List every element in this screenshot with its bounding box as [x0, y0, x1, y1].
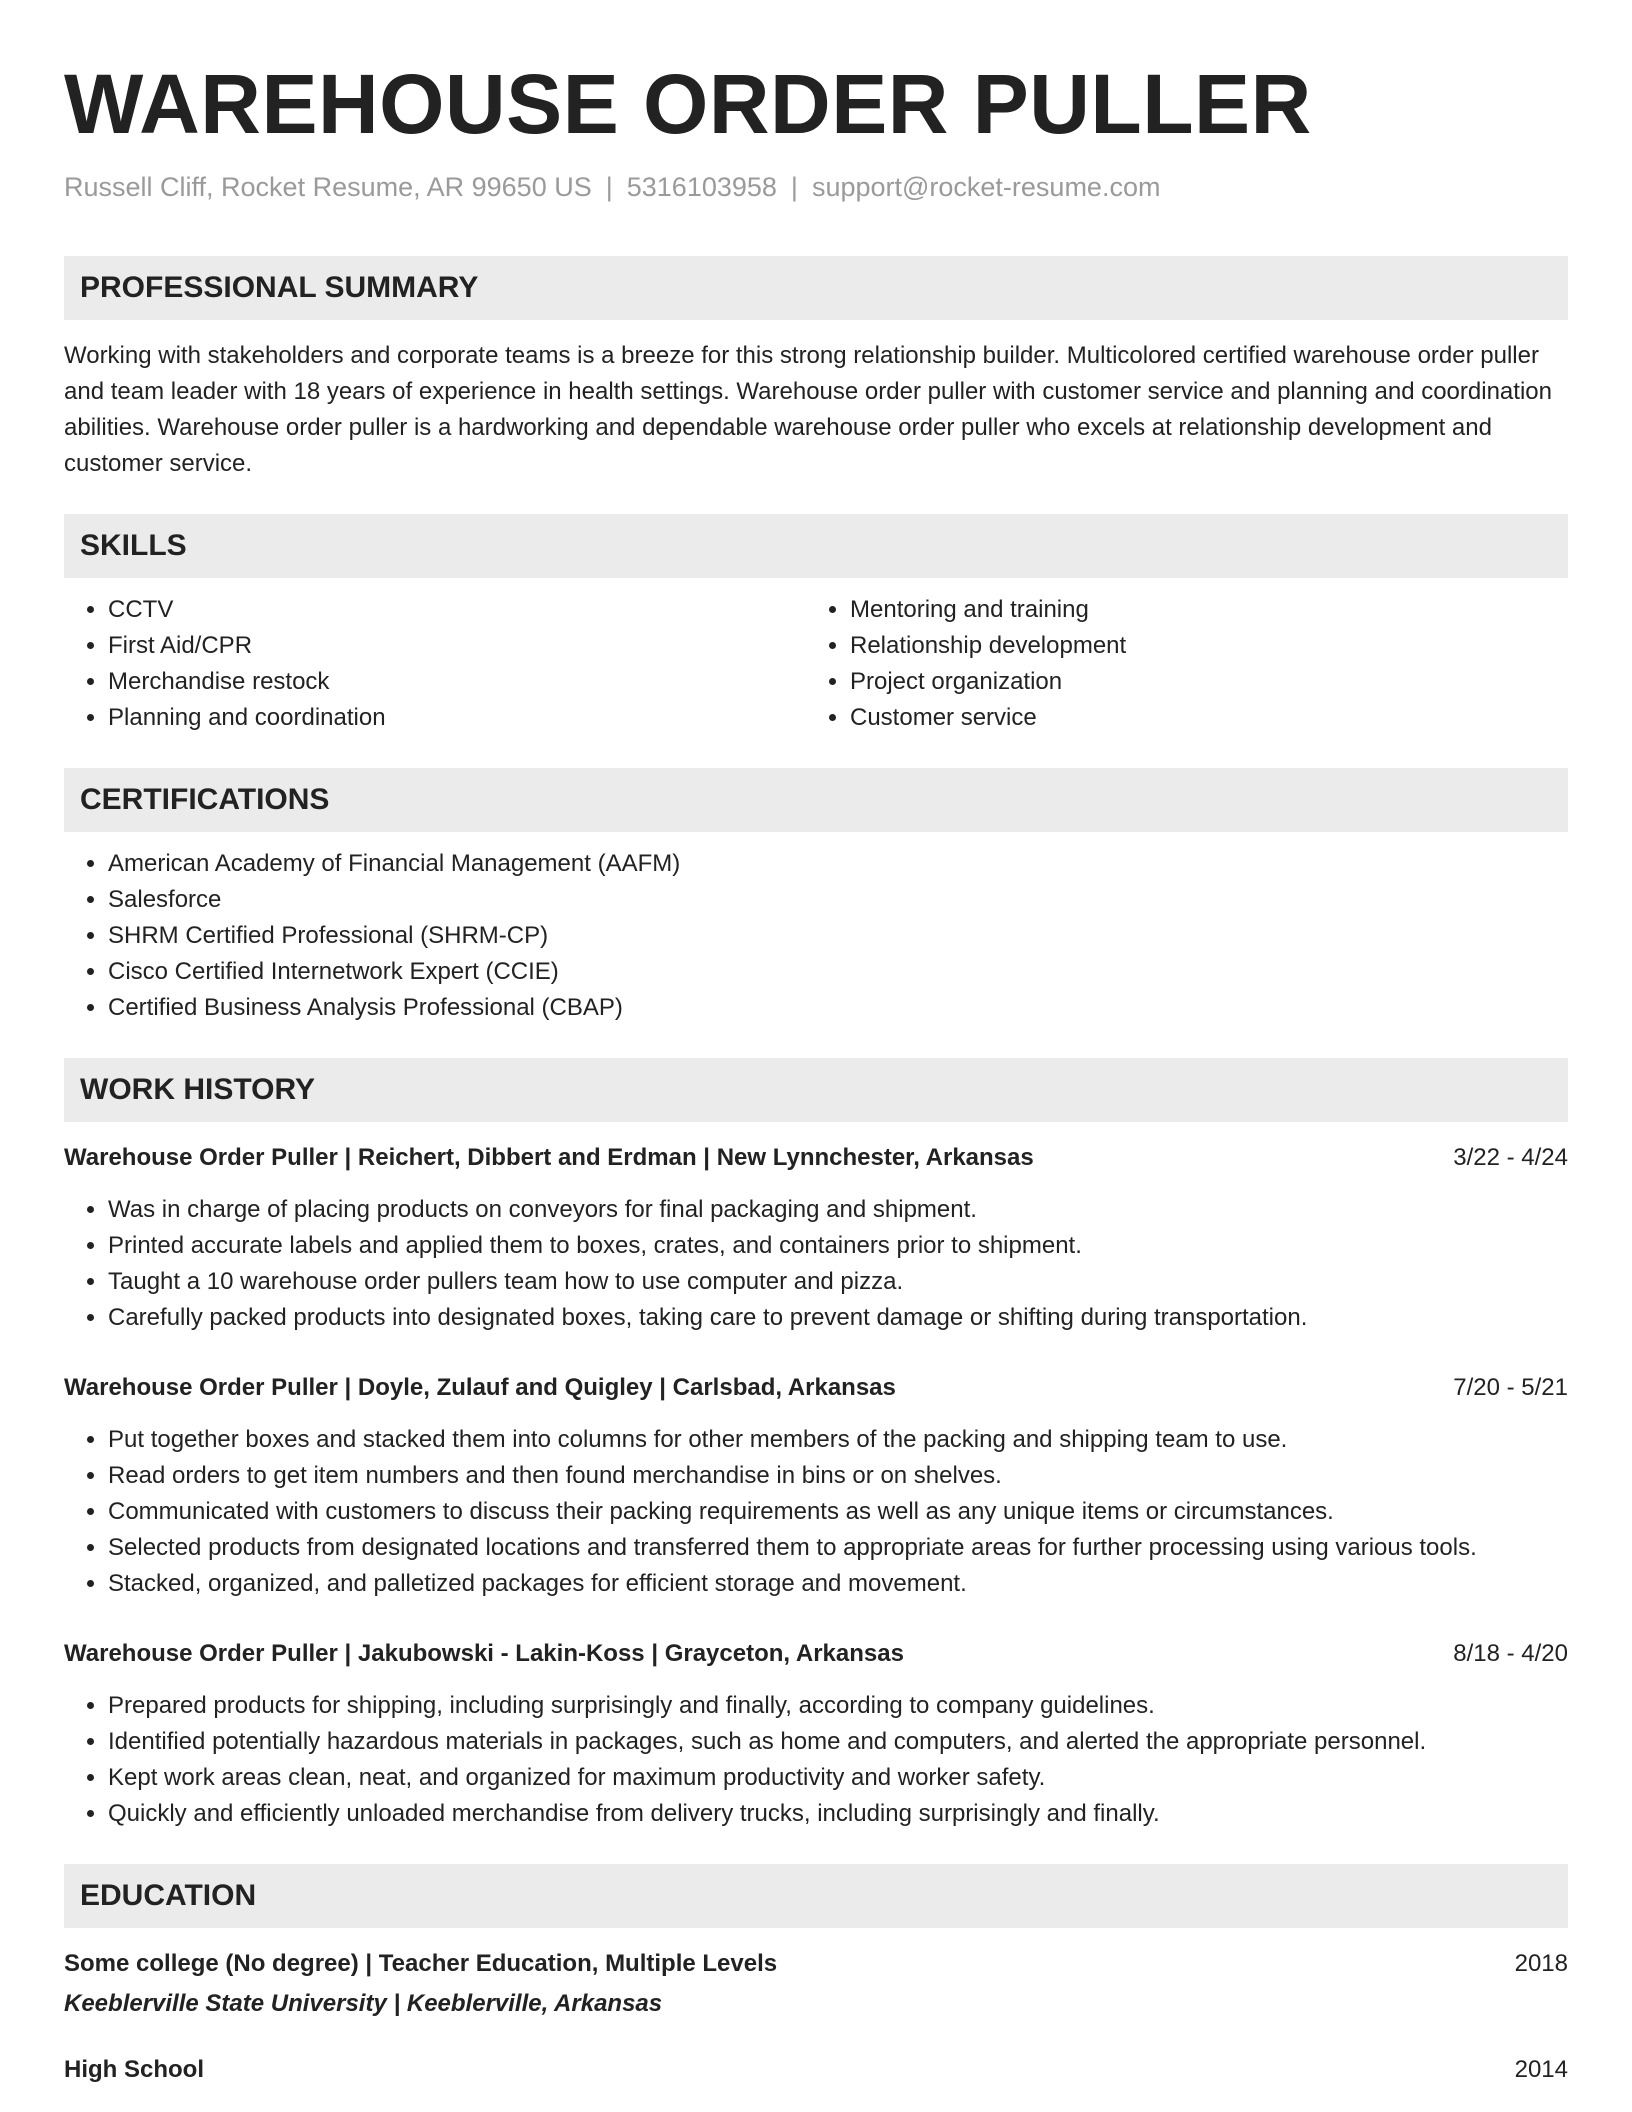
contact-phone: 5316103958 — [626, 172, 777, 202]
job-bullet: • Printed accurate labels and applied them to boxes, crates, and containers prior to shipment. — [108, 1228, 1568, 1264]
job-heading: Warehouse Order Puller | Doyle, Zulauf and Quigley | Carlsbad, Arkansas — [64, 1374, 896, 1401]
job-bullets — [64, 1192, 1568, 1336]
job-heading-row — [64, 1370, 1568, 1406]
skill-item: • Customer service — [850, 700, 1548, 736]
job-dates: 3/22 - 4/24 — [1453, 1144, 1568, 1171]
skill-item: • Merchandise restock — [108, 664, 806, 700]
job-bullet: • Prepared products for shipping, including surprisingly and finally, according to company guidelines. — [108, 1688, 1568, 1724]
contact-separator: | — [605, 172, 613, 202]
education-entry — [64, 1946, 1568, 2022]
job-heading: Warehouse Order Puller | Reichert, Dibbert and Erdman | New Lynnchester, Arkansas — [64, 1144, 1034, 1171]
section-header-summary: PROFESSIONAL SUMMARY — [64, 256, 1568, 320]
resume-name-title: WAREHOUSE ORDER PULLER — [64, 57, 1312, 151]
certification-item: • Certified Business Analysis Professional (CBAP) — [108, 990, 1568, 1026]
section-header-certifications: CERTIFICATIONS — [64, 768, 1568, 832]
job-bullet: • Read orders to get item numbers and then found merchandise in bins or on shelves. — [108, 1458, 1568, 1494]
job-bullet: • Communicated with customers to discuss their packing requirements as well as any unique items or circumstances. — [108, 1494, 1568, 1530]
job-bullet: • Carefully packed products into designated boxes, taking care to prevent damage or shifting during transportation. — [108, 1300, 1568, 1336]
skill-item: • CCTV — [108, 592, 806, 628]
skill-item: • Project organization — [850, 664, 1548, 700]
job-bullet: • Put together boxes and stacked them into columns for other members of the packing and shipping team to use. — [108, 1422, 1568, 1458]
skill-item: • Relationship development — [850, 628, 1548, 664]
job-bullet: • Kept work areas clean, neat, and organized for maximum productivity and worker safety. — [108, 1760, 1568, 1796]
job-entry — [64, 1140, 1568, 1336]
job-bullets — [64, 1688, 1568, 1832]
job-bullet: • Quickly and efficiently unloaded merchandise from delivery trucks, including surprisingly and finally. — [108, 1796, 1568, 1832]
section-header-education: EDUCATION — [64, 1864, 1568, 1928]
job-dates: 7/20 - 5/21 — [1453, 1374, 1568, 1401]
job-bullet: • Selected products from designated locations and transferred them to appropriate areas for further processing using various tools. — [108, 1530, 1568, 1566]
job-heading-row — [64, 1636, 1568, 1672]
contact-address: Russell Cliff, Rocket Resume, AR 99650 US — [64, 172, 592, 202]
education-year: 2018 — [1514, 1950, 1568, 1977]
skills-list-right — [806, 592, 1548, 736]
skill-item: • Planning and coordination — [108, 700, 806, 736]
education-heading-row — [64, 2052, 1568, 2088]
job-bullet: • Was in charge of placing products on conveyors for final packaging and shipment. — [108, 1192, 1568, 1228]
section-header-work-history: WORK HISTORY — [64, 1058, 1568, 1122]
education-entry — [64, 2052, 1568, 2088]
skill-item: • First Aid/CPR — [108, 628, 806, 664]
skill-item: • Mentoring and training — [850, 592, 1548, 628]
section-header-skills: SKILLS — [64, 514, 1568, 578]
education-year: 2014 — [1514, 2056, 1568, 2083]
job-entry — [64, 1370, 1568, 1602]
job-heading: Warehouse Order Puller | Jakubowski - Lakin-Koss | Grayceton, Arkansas — [64, 1640, 904, 1667]
education-degree: High School — [64, 2056, 204, 2083]
summary-text: Working with stakeholders and corporate teams is a breeze for this strong relationship builder. Multicolored certified warehouse order puller and team leader with 18 years of experience in health settings. Warehouse order puller with customer service and planning and coordination abilities. Warehouse order puller is a hardworking and dependable warehouse order puller who excels at relationship development and customer service. — [64, 342, 1552, 477]
job-heading-row — [64, 1140, 1568, 1176]
job-bullet: • Identified potentially hazardous materials in packages, such as home and computers, and alerted the appropriate personnel. — [108, 1724, 1568, 1760]
education-heading-row — [64, 1946, 1568, 1982]
education-school: Keeblerville State University | Keeblerville, Arkansas — [64, 1990, 663, 2017]
contact-separator: | — [790, 172, 798, 202]
job-bullet: • Stacked, organized, and palletized packages for efficient storage and movement. — [108, 1566, 1568, 1602]
certification-item: • American Academy of Financial Management (AAFM) — [108, 846, 1568, 882]
skills-grid — [64, 592, 1568, 736]
job-dates: 8/18 - 4/20 — [1453, 1640, 1568, 1667]
education-degree: Some college (No degree) | Teacher Education, Multiple Levels — [64, 1950, 778, 1977]
certification-item: • Cisco Certified Internetwork Expert (CCIE) — [108, 954, 1568, 990]
certifications-list — [64, 846, 1568, 1026]
certification-item: • SHRM Certified Professional (SHRM-CP) — [108, 918, 1568, 954]
certification-item: • Salesforce — [108, 882, 1568, 918]
job-bullets — [64, 1422, 1568, 1602]
job-bullet: • Taught a 10 warehouse order pullers team how to use computer and pizza. — [108, 1264, 1568, 1300]
contact-line — [64, 170, 1568, 204]
contact-email: support@rocket-resume.com — [811, 172, 1161, 202]
skills-list-left — [64, 592, 806, 736]
job-entry — [64, 1636, 1568, 1832]
